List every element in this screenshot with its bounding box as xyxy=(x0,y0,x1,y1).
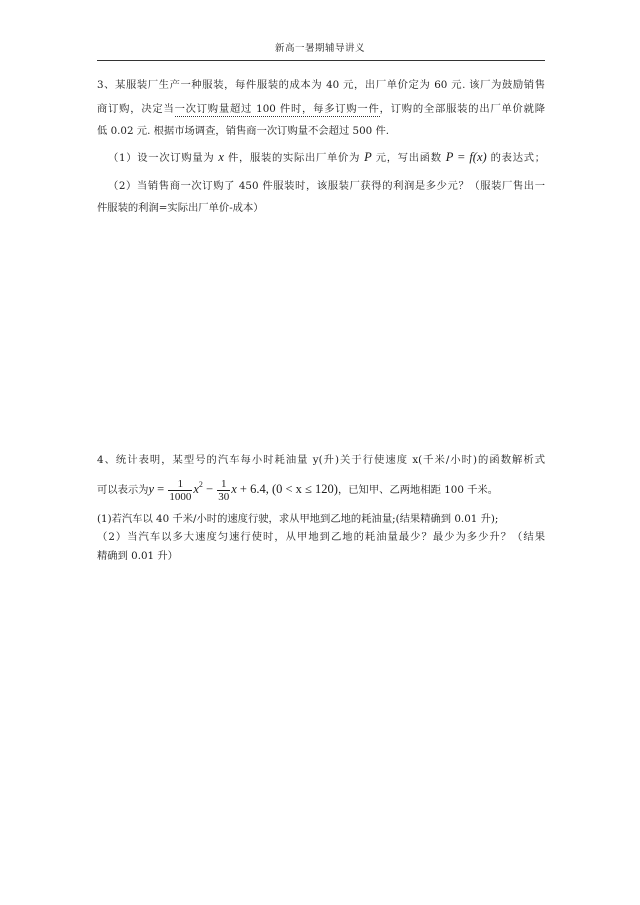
variable-x: x xyxy=(218,150,224,164)
problem-3-line-2-before: 商订购，决定当 xyxy=(97,103,175,115)
fraction-1-numerator: 1 xyxy=(177,477,184,490)
formula-minus: − xyxy=(202,482,217,496)
problem-3-emphasis-text: 一次订购量超过 100 件时，每多订购一件 xyxy=(174,103,380,115)
fraction-2-denominator: 30 xyxy=(218,490,230,503)
variable-p: P xyxy=(364,150,372,164)
problem-4-line-2-after: ，已知甲、乙两地相距 100 千米。 xyxy=(337,484,499,496)
formula-rest: + 6.4, (0 < x ≤ 120) xyxy=(236,482,338,496)
fraction-1 xyxy=(168,478,192,503)
problem-3-line-2-after: ，订购的全部服装的出厂单价就降 xyxy=(379,103,546,115)
function-expression: P = f(x) xyxy=(445,150,487,164)
fuel-consumption-formula xyxy=(148,477,338,503)
formula-lhs: y xyxy=(148,482,155,496)
problem-4-subquestion-2-line-1: （2）当汽车以多大速度匀速行使时，从甲地到乙地的耗油量最少？最少为多少升？（结果 xyxy=(97,531,545,543)
term-2-variable: x xyxy=(231,482,237,496)
sub1-text-1: （1）设一次订购量为 xyxy=(108,152,215,164)
sub1-text-2: 件，服装的实际出厂单价为 xyxy=(227,152,361,164)
page-header-title: 新高一暑期辅导讲义 xyxy=(274,43,365,54)
header-divider xyxy=(97,60,545,61)
problem-3-subquestion-2-line-2: 件服装的利润=实际出厂单价-成本） xyxy=(97,202,264,214)
term-1-variable: x xyxy=(193,482,199,496)
problem-4-subquestion-1: (1)若汽车以 40 千米/小时的速度行驶，求从甲地到乙地的耗油量;(结果精确到 0.01 升); xyxy=(97,513,499,525)
problem-3-subquestion-1 xyxy=(108,150,545,164)
sub1-text-4: 的表达式； xyxy=(490,152,546,164)
problem-3-subquestion-2-line-1: （2）当销售商一次订购了 450 件服装时，该服装厂获得的利润是多少元？（服装厂售出一 xyxy=(108,180,545,192)
fraction-2 xyxy=(217,478,230,503)
problem-4-subquestion-2-line-2: 精确到 0.01 升） xyxy=(97,550,178,562)
formula-equals: = xyxy=(154,482,168,496)
problem-3-line-2 xyxy=(97,102,545,116)
problem-4-line-2 xyxy=(97,470,545,503)
problem-4-line-2-before: 可以表示为 xyxy=(97,484,149,496)
fraction-2-numerator: 1 xyxy=(220,477,227,490)
term-1-exponent: 2 xyxy=(198,480,203,489)
sub1-text-3: 元，写出函数 xyxy=(375,152,442,164)
problem-3-line-3: 低 0.02 元. 根据市场调查，销售商一次订购量不会超过 500 件. xyxy=(97,125,390,137)
problem-4-line-1: 4、统计表明，某型号的汽车每小时耗油量 y(升)关于行使速度 x(千米/小时)的函数解析式 xyxy=(97,454,545,466)
problem-3-line-1: 3、某服装厂生产一种服装，每件服装的成本为 40 元，出厂单价定为 60 元. 该厂为鼓励销售 xyxy=(97,79,545,91)
fraction-1-denominator: 1000 xyxy=(169,490,192,503)
